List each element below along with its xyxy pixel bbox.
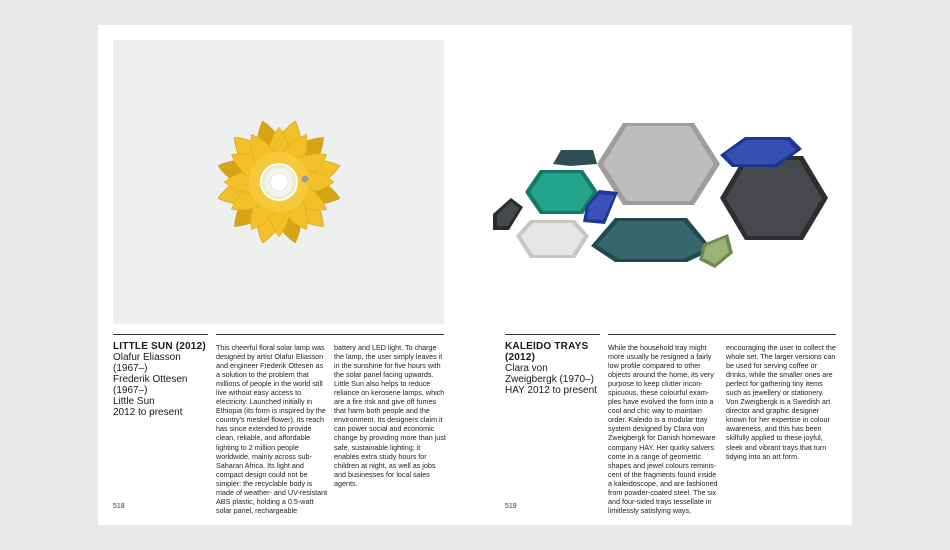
credit-line: HAY 2012 to present (505, 385, 597, 396)
product-title: LITTLE SUN (2012) (113, 341, 206, 352)
body-text: encouraging the user to collect the whole set. The larger versions can be used for serving coffee or drinks, while the smaller ones are perfect for gathering tiny items such as jewellery or stationery. Von Zweigbergk is a Swedish art director and graphic designer known for her expertise in colour awareness, and this has been skilfully applied to these joyful, sleek and vibrant trays that turn tidying into an art form. (726, 343, 836, 461)
credit-line: Olafur Eliasson (113, 352, 181, 363)
credit-line: (1967–) (113, 385, 148, 396)
title-rule (113, 334, 208, 335)
sun-led-lens (270, 173, 288, 191)
little-sun-lamp-illustration (113, 40, 444, 324)
credit-line: (1967–) (113, 363, 148, 374)
body-text: While the household tray might more usually be resigned a fairly low profile compared to other objects around the home, its very purpose to keep clutter incon- spicuous, these colourful exam- ples have evolved the form into a cool and chic way to maintain order. Kaleido is a modular tray system designed by Clara von Zweigbergk for Danish homeware company HAY. Her quirky salvers come in a range of geometric shapes and jewel colours reminis- cent of the fragments found inside a kaleidoscope, and are fashioned from powder-coated steel. The six and four-sided trays tessellate in limitlessly satisfying ways, (608, 343, 718, 515)
body-text: This cheerful floral solar lamp was designed by artist Olafur Eliasson and engineer Frederik Ottesen as a solution to the problem that millions of people in the world still live without easy access to electricity. Launched initially in Ethiopia (its form is inspired by the country's meskel flower), its reach has since extended to provide clean, reliable, and affordable lighting to 2 million people worldwide, mainly across sub-Saharan Africa. Its light and compact design could not be simpler: the recyclable body is made of weather- and UV-resistant ABS plastic, holding a 0.5-watt solar panel, rechargeable (216, 343, 328, 515)
product-title-line: KALEIDO TRAYS (505, 341, 589, 352)
left-page (98, 25, 475, 525)
credit-line: Frederik Ottesen (113, 374, 188, 385)
right-page (475, 25, 852, 525)
title-block (113, 341, 213, 418)
book-spread (98, 25, 852, 525)
page-number: 519 (505, 503, 517, 510)
designer-credits (113, 352, 213, 418)
title-block (505, 341, 605, 396)
title-rule (505, 334, 600, 335)
designer-credits (505, 363, 605, 396)
kaleido-trays-photo (475, 40, 835, 324)
kaleido-trays-illustration (475, 40, 835, 324)
credit-line: Zweigbergk (1970–) (505, 374, 594, 385)
credit-line: Little Sun (113, 396, 155, 407)
body-column-1 (216, 343, 328, 515)
body-text: battery and LED light. To charge the lamp, the user simply leaves it in the sunshine for five hours with the solar panel facing upwards. Little Sun also helps to reduce reliance on kerosene lamps, which are a fire risk and give off fumes that harm both people and the environment. Its designers claim it can power social and economic change by providing more than just safe, sustainable lighting; it enables extra study hours for children at night, as well as jobs and businesses for local sales agents. (334, 343, 446, 488)
credit-line: 2012 to present (113, 407, 183, 418)
body-column-2 (334, 343, 446, 488)
product-title-line: (2012) (505, 352, 536, 363)
tray-dark-teal-small (553, 150, 597, 166)
text-rule (216, 334, 444, 335)
sun-switch (302, 176, 309, 183)
body-column-2 (726, 343, 838, 461)
body-column-1 (608, 343, 720, 515)
credit-line: Clara von (505, 363, 548, 374)
text-rule (608, 334, 836, 335)
little-sun-photo (113, 40, 444, 324)
page-number: 518 (113, 503, 125, 510)
